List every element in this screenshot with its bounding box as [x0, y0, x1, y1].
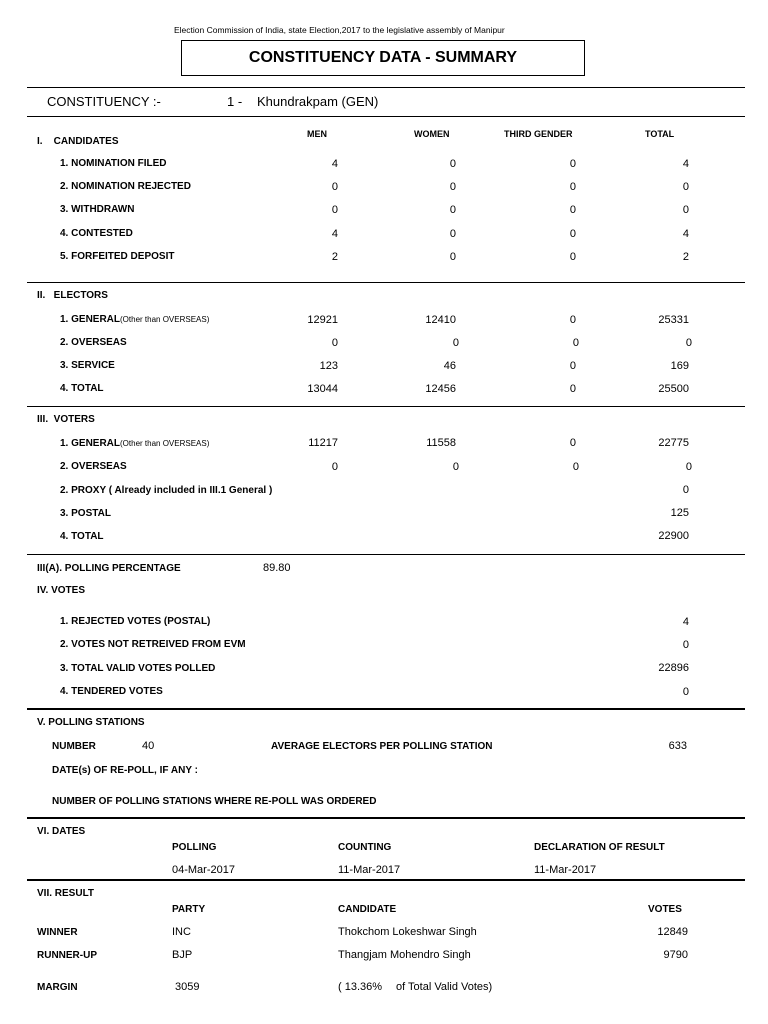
- party-col-header: PARTY: [172, 904, 206, 915]
- constituency-name: Khundrakpam (GEN): [257, 94, 379, 109]
- cell-value: 4: [682, 616, 689, 628]
- row-label: 2. PROXY ( Already included in III.1 General ): [60, 485, 273, 496]
- cell-value: 22896: [658, 662, 689, 674]
- section-heading-voters: III. VOTERS: [37, 414, 95, 425]
- divider: [27, 282, 745, 283]
- cell-value: 0: [682, 686, 689, 698]
- cell-men: 123: [319, 360, 338, 372]
- row-label: 3. WITHDRAWN: [60, 204, 135, 215]
- row-note: (Other than OVERSEAS): [120, 439, 210, 448]
- cell-women: 0: [449, 204, 456, 216]
- cell-men: 4: [331, 228, 338, 240]
- cell-third: 0: [572, 337, 579, 349]
- cell-total: 0: [682, 181, 689, 193]
- section-heading-result: VII. RESULT: [37, 888, 95, 899]
- cell-third: 0: [569, 314, 576, 326]
- cell-total: 2: [682, 251, 689, 263]
- cell-third: 0: [569, 360, 576, 372]
- cell-total: 0: [685, 461, 692, 473]
- row-label: 2. OVERSEAS: [60, 461, 127, 472]
- cell-total: 169: [670, 360, 689, 372]
- polling-percentage-label: III(A). POLLING PERCENTAGE: [37, 563, 181, 574]
- row-label: 4. TOTAL: [60, 383, 104, 394]
- row-label: 4. CONTESTED: [60, 228, 133, 239]
- cell-men: 13044: [307, 383, 338, 395]
- cell-total: 22900: [658, 530, 689, 542]
- cell-value: 0: [682, 639, 689, 651]
- cell-third: 0: [569, 383, 576, 395]
- cell-men: 0: [331, 181, 338, 193]
- section-heading-electors: II. ELECTORS: [37, 290, 108, 301]
- col-header-women: WOMEN: [414, 129, 450, 139]
- row-label: 3. SERVICE: [60, 360, 115, 371]
- polling-percentage-value: 89.80: [263, 562, 291, 574]
- cell-third: 0: [569, 204, 576, 216]
- declaration-date: 11-Mar-2017: [534, 864, 597, 876]
- candidate-col-header: CANDIDATE: [338, 904, 397, 915]
- counting-date-label: COUNTING: [338, 842, 392, 853]
- cell-third: 0: [572, 461, 579, 473]
- row-label: 1. GENERAL(Other than OVERSEAS): [60, 314, 210, 325]
- row-label: 2. NOMINATION REJECTED: [60, 181, 191, 192]
- cell-total: 25500: [658, 383, 689, 395]
- avg-electors-value: 633: [668, 740, 687, 752]
- cell-total: 0: [682, 484, 689, 496]
- cell-men: 0: [331, 337, 338, 349]
- counting-date: 11-Mar-2017: [338, 864, 401, 876]
- section-heading-votes: IV. VOTES: [37, 585, 85, 596]
- cell-third: 0: [569, 158, 576, 170]
- cell-women: 0: [449, 181, 456, 193]
- col-header-third-gender: THIRD GENDER: [504, 129, 573, 139]
- divider: [27, 879, 745, 881]
- divider: [27, 406, 745, 407]
- runner-up-label: RUNNER-UP: [37, 950, 97, 961]
- polling-stations-number: 40: [142, 740, 155, 752]
- votes-col-header: VOTES: [648, 904, 682, 915]
- declaration-date-label: DECLARATION OF RESULT: [534, 842, 665, 853]
- constituency-number: 1 -: [227, 94, 243, 109]
- cell-women: 0: [449, 251, 456, 263]
- cell-total: 22775: [658, 437, 689, 449]
- cell-women: 11558: [426, 437, 456, 449]
- cell-women: 12410: [425, 314, 456, 326]
- cell-women: 0: [449, 228, 456, 240]
- divider: [27, 87, 745, 88]
- runner-up-votes: 9790: [663, 949, 688, 961]
- polling-stations-number-label: NUMBER: [52, 741, 96, 752]
- row-label: 1. NOMINATION FILED: [60, 158, 167, 169]
- repoll-count-label: NUMBER OF POLLING STATIONS WHERE RE-POLL WAS ORDERED: [52, 796, 377, 807]
- constituency-label: CONSTITUENCY :-: [47, 94, 161, 109]
- cell-men: 0: [331, 461, 338, 473]
- cell-women: 12456: [425, 383, 456, 395]
- winner-candidate: Thokchom Lokeshwar Singh: [338, 926, 477, 938]
- cell-total: 4: [682, 228, 689, 240]
- runner-up-party: BJP: [172, 949, 193, 961]
- cell-women: 46: [443, 360, 456, 372]
- page-title: CONSTITUENCY DATA - SUMMARY: [248, 49, 518, 66]
- cell-men: 4: [331, 158, 338, 170]
- cell-third: 0: [569, 437, 576, 449]
- col-header-total: TOTAL: [645, 129, 675, 139]
- cell-total: 25331: [658, 314, 689, 326]
- col-header-men: MEN: [307, 129, 327, 139]
- polling-date: 04-Mar-2017: [172, 864, 235, 876]
- margin-percentage-suffix: of Total Valid Votes): [396, 981, 493, 993]
- row-label: 2. VOTES NOT RETREIVED FROM EVM: [60, 639, 246, 650]
- row-note: (Other than OVERSEAS): [120, 315, 210, 324]
- margin-label: MARGIN: [37, 982, 78, 993]
- row-label: 3. POSTAL: [60, 508, 111, 519]
- divider: [27, 817, 745, 819]
- cell-third: 0: [569, 251, 576, 263]
- row-label: 5. FORFEITED DEPOSIT: [60, 251, 175, 262]
- cell-third: 0: [569, 228, 576, 240]
- cell-women: 0: [452, 337, 459, 349]
- cell-total: 125: [670, 507, 689, 519]
- cell-total: 0: [682, 204, 689, 216]
- report-subtitle: Election Commission of India, state Election,2017 to the legislative assembly of Manipur: [174, 25, 505, 35]
- margin-percentage: ( 13.36%: [338, 981, 383, 993]
- winner-votes: 12849: [657, 926, 688, 938]
- section-heading-dates: VI. DATES: [37, 826, 86, 837]
- row-label: 2. OVERSEAS: [60, 337, 127, 348]
- section-heading-candidates: I. CANDIDATES: [37, 136, 119, 147]
- row-label: 3. TOTAL VALID VOTES POLLED: [60, 663, 216, 674]
- cell-men: 0: [331, 204, 338, 216]
- cell-men: 2: [331, 251, 338, 263]
- row-label: 4. TOTAL: [60, 531, 104, 542]
- margin-value: 3059: [175, 981, 200, 993]
- polling-date-label: POLLING: [172, 842, 217, 853]
- cell-women: 0: [449, 158, 456, 170]
- cell-women: 0: [452, 461, 459, 473]
- winner-party: INC: [172, 926, 191, 938]
- row-label: 1. REJECTED VOTES (POSTAL): [60, 616, 211, 627]
- divider: [27, 116, 745, 117]
- cell-total: 4: [682, 158, 689, 170]
- divider: [27, 554, 745, 555]
- cell-men: 12921: [307, 314, 338, 326]
- repoll-dates-label: DATE(s) OF RE-POLL, IF ANY :: [52, 765, 198, 776]
- cell-total: 0: [685, 337, 692, 349]
- divider: [27, 708, 745, 710]
- row-label: 1. GENERAL(Other than OVERSEAS): [60, 438, 210, 449]
- row-label: 4. TENDERED VOTES: [60, 686, 163, 697]
- cell-men: 11217: [308, 437, 338, 449]
- cell-third: 0: [569, 181, 576, 193]
- winner-label: WINNER: [37, 927, 78, 938]
- avg-electors-label: AVERAGE ELECTORS PER POLLING STATION: [271, 741, 493, 752]
- section-heading-polling-stations: V. POLLING STATIONS: [37, 717, 145, 728]
- runner-up-candidate: Thangjam Mohendro Singh: [338, 949, 471, 961]
